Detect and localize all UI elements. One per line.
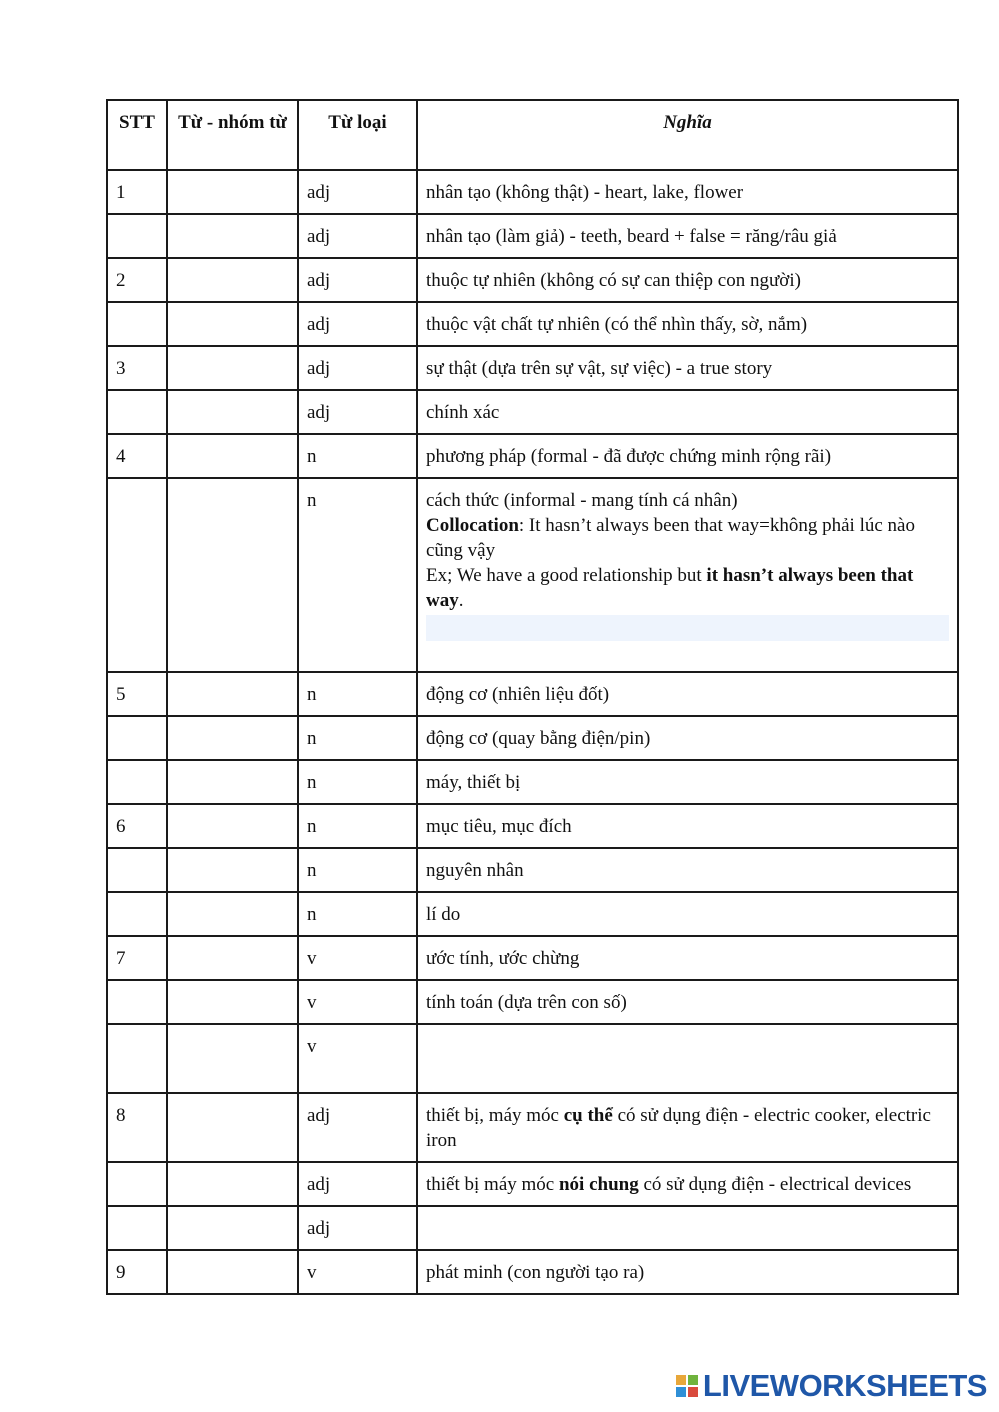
cell-stt: 8 — [107, 1093, 167, 1162]
table-row — [107, 804, 958, 848]
cell-pos: n — [298, 892, 417, 936]
cell-word[interactable] — [167, 478, 298, 672]
table-row — [107, 892, 958, 936]
cell-pos: adj — [298, 1093, 417, 1162]
cell-stt: 9 — [107, 1250, 167, 1294]
table-row — [107, 1250, 958, 1294]
cell-word[interactable] — [167, 346, 298, 390]
cell-stt — [107, 214, 167, 258]
cell-pos: n — [298, 760, 417, 804]
cell-stt: 6 — [107, 804, 167, 848]
table-row — [107, 1024, 958, 1093]
cell-meaning — [417, 1206, 958, 1250]
cell-meaning: thuộc tự nhiên (không có sự can thiệp con người) — [417, 258, 958, 302]
table-row — [107, 170, 958, 214]
cell-stt — [107, 390, 167, 434]
cell-pos: adj — [298, 302, 417, 346]
cell-word[interactable] — [167, 804, 298, 848]
cell-stt: 7 — [107, 936, 167, 980]
logo-text: LIVEWORKSHEETS — [702, 1368, 987, 1403]
table-row — [107, 302, 958, 346]
cell-meaning — [417, 478, 958, 672]
cell-meaning: nhân tạo (làm giả) - teeth, beard + false = răng/râu giả — [417, 214, 958, 258]
cell-meaning: sự thật (dựa trên sự vật, sự việc) - a true story — [417, 346, 958, 390]
cell-meaning: động cơ (nhiên liệu đốt) — [417, 672, 958, 716]
cell-pos: n — [298, 716, 417, 760]
cell-word[interactable] — [167, 936, 298, 980]
example-bold: it hasn’t always been that way — [426, 565, 914, 611]
cell-word[interactable] — [167, 258, 298, 302]
table-row — [107, 980, 958, 1024]
header-pos: Từ loại — [298, 100, 417, 170]
cell-meaning — [417, 1093, 958, 1162]
table-row — [107, 434, 958, 478]
cell-stt — [107, 1162, 167, 1206]
cell-word[interactable] — [167, 848, 298, 892]
header-meaning: Nghĩa — [417, 100, 958, 170]
cell-word[interactable] — [167, 1024, 298, 1093]
cell-word[interactable] — [167, 1206, 298, 1250]
table-row — [107, 1206, 958, 1250]
cell-pos: v — [298, 1250, 417, 1294]
cell-stt: 5 — [107, 672, 167, 716]
cell-pos: v — [298, 980, 417, 1024]
meaning-text: thiết bị máy móc — [426, 1174, 559, 1195]
example-suffix: . — [458, 590, 464, 611]
vocabulary-table — [106, 99, 959, 1295]
cell-stt: 1 — [107, 170, 167, 214]
meaning-bold: cụ thể — [563, 1105, 613, 1126]
cell-word[interactable] — [167, 170, 298, 214]
table-row — [107, 1162, 958, 1206]
cell-meaning: nhân tạo (không thật) - heart, lake, flower — [417, 170, 958, 214]
cell-pos: n — [298, 848, 417, 892]
cell-word[interactable] — [167, 390, 298, 434]
table-row — [107, 390, 958, 434]
answer-input-field[interactable] — [426, 615, 949, 641]
cell-stt: 2 — [107, 258, 167, 302]
cell-meaning: thuộc vật chất tự nhiên (có thể nhìn thấy, sờ, nắm) — [417, 302, 958, 346]
cell-word[interactable] — [167, 434, 298, 478]
cell-meaning: nguyên nhân — [417, 848, 958, 892]
liveworksheets-logo-icon — [675, 1374, 699, 1398]
cell-meaning — [417, 1162, 958, 1206]
header-word: Từ - nhóm từ — [167, 100, 298, 170]
cell-meaning: phương pháp (formal - đã được chứng minh rộng rãi) — [417, 434, 958, 478]
cell-pos: n — [298, 478, 417, 672]
cell-meaning: tính toán (dựa trên con số) — [417, 980, 958, 1024]
table-row — [107, 214, 958, 258]
cell-pos: adj — [298, 1162, 417, 1206]
cell-pos: adj — [298, 170, 417, 214]
cell-word[interactable] — [167, 302, 298, 346]
cell-meaning: chính xác — [417, 390, 958, 434]
meaning-bold: nói chung — [558, 1174, 639, 1195]
cell-pos: v — [298, 936, 417, 980]
cell-pos: adj — [298, 346, 417, 390]
cell-stt — [107, 302, 167, 346]
cell-stt — [107, 478, 167, 672]
cell-stt — [107, 892, 167, 936]
cell-meaning: động cơ (quay bằng điện/pin) — [417, 716, 958, 760]
cell-meaning: máy, thiết bị — [417, 760, 958, 804]
cell-stt — [107, 980, 167, 1024]
cell-stt: 3 — [107, 346, 167, 390]
meaning-text: có sử dụng điện - electrical devices — [638, 1174, 912, 1195]
cell-stt: 4 — [107, 434, 167, 478]
cell-pos: n — [298, 804, 417, 848]
cell-meaning — [417, 1024, 958, 1093]
table-row — [107, 716, 958, 760]
cell-meaning: lí do — [417, 892, 958, 936]
table-row — [107, 936, 958, 980]
table-row — [107, 1093, 958, 1162]
cell-stt — [107, 760, 167, 804]
cell-pos: n — [298, 434, 417, 478]
table-row — [107, 478, 958, 672]
header-stt: STT — [107, 100, 167, 170]
cell-word[interactable] — [167, 1093, 298, 1162]
cell-stt — [107, 716, 167, 760]
cell-meaning: mục tiêu, mục đích — [417, 804, 958, 848]
table-header-row — [107, 100, 958, 170]
collocation-text: : It hasn’t always been that way=không phải lúc nào cũng vậy — [426, 515, 915, 561]
cell-pos: adj — [298, 258, 417, 302]
cell-stt — [107, 848, 167, 892]
cell-pos: n — [298, 672, 417, 716]
meaning-text: thiết bị, máy móc — [426, 1105, 564, 1126]
cell-word[interactable] — [167, 760, 298, 804]
table-row — [107, 848, 958, 892]
cell-word[interactable] — [167, 672, 298, 716]
cell-stt — [107, 1024, 167, 1093]
cell-pos: adj — [298, 214, 417, 258]
table-row — [107, 672, 958, 716]
cell-word[interactable] — [167, 980, 298, 1024]
table-row — [107, 346, 958, 390]
cell-word[interactable] — [167, 1162, 298, 1206]
cell-word[interactable] — [167, 716, 298, 760]
table-row — [107, 760, 958, 804]
cell-pos: adj — [298, 1206, 417, 1250]
cell-meaning: phát minh (con người tạo ra) — [417, 1250, 958, 1294]
cell-pos: adj — [298, 390, 417, 434]
cell-pos: v — [298, 1024, 417, 1093]
meaning-text: có sử dụng điện - electric cooker, electric iron — [426, 1105, 931, 1151]
table-row — [107, 258, 958, 302]
liveworksheets-logo[interactable] — [675, 1366, 987, 1406]
cell-word[interactable] — [167, 892, 298, 936]
cell-stt — [107, 1206, 167, 1250]
cell-meaning: ước tính, ước chừng — [417, 936, 958, 980]
cell-word[interactable] — [167, 214, 298, 258]
cell-word[interactable] — [167, 1250, 298, 1294]
example-prefix: Ex; We have a good relationship but — [426, 565, 707, 586]
collocation-label: Collocation — [426, 515, 519, 536]
meaning-line: cách thức (informal - mang tính cá nhân) — [426, 490, 738, 511]
